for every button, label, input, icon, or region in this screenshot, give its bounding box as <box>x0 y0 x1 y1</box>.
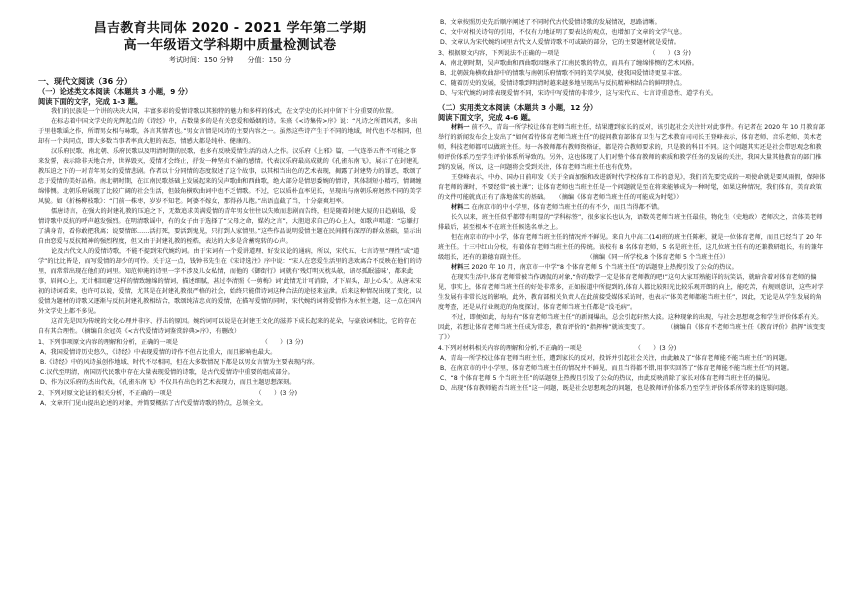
subsection-heading-1: （一）论述类文本阅读（本题共 3 小题，9 分） <box>38 87 193 96</box>
reading-instruction-1: 阅读下面的文字，完成 1-3 题。 <box>38 97 143 106</box>
material-3-para: 不过，即便如此，每每有“体育老师当班主任”的新闻爆出，总会引起轩然大波。这种现象的出现，与社会思想观念和学生评价体系有关。因此，若想让体育老师当班主任成为常态，教育评价的“指挥棒”就该变变了。 （摘编自《体育不老师当班主任《教育评价》指挥”该变变了》） <box>438 314 826 341</box>
left-column <box>38 76 422 409</box>
material-1 <box>438 123 826 173</box>
passage-paragraph: 我们的民族是一个讲的决决大国，丰富多彩的爱情诗歌以其独特的魅力和多样的体式，在文学史的长河中留下十分重要的位置。 <box>51 108 398 115</box>
exam-title-line2: 高一年级语文学科期中质量检测试卷 <box>123 38 337 53</box>
reading-instruction-2: 阅读下面文字，完成 4-6 题。 <box>438 113 536 122</box>
section-heading-1: 一、现代文阅读（36 分） <box>38 77 132 86</box>
question-3: 3、根据原文内容，下列说法不正确的一项是 （ ）(3 分) <box>438 50 691 57</box>
question-1: 1、下列事项原文内容的理解和分析，正确的一项是 （ ）(3 分) <box>38 339 304 346</box>
passage-paragraph: 儒唐诗言，在强大的封建礼教的压迫之下，无数追求美满爱情的青年男女往往以失败而悲剧而告终，但是随着封建大厦的日趋崩塌，爱情诗歌中反抗的呼声越发强烈。在明清歌谣中，有的女子由于选择了“父母之命，媒妁之言”，大胆追求自己的心上人，如歌声唱道：“忘嫌打了满身青，看你敢把我离；说要情郎……活打死，要活到鬼见，只打到人家情里。”这些作品说明爱情主题在民间拥有深厚的群众基础，显示出自由恋爱与反抗精神的强烈程度，但又由于封建礼教的桎梏，表达的大多是含蓄宛转的心声。 <box>38 208 422 245</box>
exam-header <box>38 20 422 66</box>
option-2c: C、文中对相关诗句的引用，不仅有力地证明了要表达的观点，也增加了文章的文学气息。 <box>440 29 686 36</box>
option-3d: D、与宋代婉约词常表现爱情不同，宋诗中写爱情的非常少，这与宋代五、七言诗重意性、道学有关。 <box>440 90 718 97</box>
material-2-para: 长久以来，班主任似乎都带有明显的“学科标签”，很多家长也认为，语数英老师当班主任最佳，物化生（史地政）老师次之，音体美老师排最后，甚至根本不在班主任候选名单之上。 <box>438 214 823 231</box>
option-4c: C、“8 个体育老师 5 个当班主任”的话题登上热搜且引发了公众的热议，由此反映消除了家长对体育老师当班主任的偏见。 <box>440 375 774 382</box>
passage-paragraph: 论及古代文人的爱情诗歌，不能不提到宋代婉约词。由于宋词有一个爱讲道理、好发议论的通病，所以，宋代五、七言诗里“理性”或“道学”的比比皆是，而写爱情的却少的可怜。关于这一点，钱钟书先生在《宋诗选注》序中说：“宋人在恋爱生活里的悲欢离合不反映在他们的诗里，而常常出现在他们的词里。知范仲淹的诗里一字不涉及儿女私情，而他的《御街行》词就有‘残灯明灭枕头欹，谙尽孤眠滋味’，都来此事，眉间心上，无计相回避’这样的情致缠绵的情词，描述细腻，甚过李清照《一剪梅》词‘此情无计可消除，才下眉头，却上心头’。从唐末宋初的诗词看来，也许可以说，爱情，尤其是在封建礼教很严格的社会，始终只能借诗词这种合法的途径来宣泄。后来这种情况出现了变化，以爱情为题材的诗歌又逐渐与反抗封建礼教相结合，歌颂纯洁忠贞的爱情，在描写爱情的同时，宋代婉约词将爱情作为永恒主题，这一点在国内外文学史上都不多见。 <box>38 248 422 315</box>
material-1-label: 材料一 <box>451 124 470 131</box>
material-3-text: 2020 年 10 月，南京市一中学“8 个体育老师 5 个当班主任”的话题登上热搜引发了公众的热议。 <box>471 264 738 271</box>
question-2: 2、下列对原文论证的相关分析，不正确的一项是 （ ）(3 分) <box>38 390 298 397</box>
option-1b: B.《诗经》中的风诗虽创作地域、时代不尽相同，但在大多数情况下都是以男女言情为主要表现内容。 <box>40 359 319 366</box>
material-3 <box>438 263 826 273</box>
material-2-para: 但在南京市的中小学，体育老师当班主任的情况并不鲜见。来自九中高二(14)班的班主任陈彬，就是一位体育老师，而且已经当了 20 年班主任。十三中红山分校，有着体育老师当班主任的传统。该校有 8 名体育老师，5 名是班主任，这几位班主任有的还兼教研组长，有的兼年级组长，还有的兼德育副主任。 （摘编《同一所学校,8 个体育老师 5 个当班主任》） <box>438 234 824 261</box>
material-3-label: 材料三 <box>451 264 470 271</box>
option-4b: B、在南京市的中小学里，体育老师当班主任的情况并不鲜见，而且当得都不错,用事实回答了“体育老师能不能当班主任”的问题。 <box>440 365 793 372</box>
material-2 <box>438 203 826 213</box>
exam-meta: 考试时间：150 分钟 分值：150 分 <box>168 56 292 64</box>
option-2b: B、文章按照历史先后顺序阐述了不同时代古代爱情诗歌的发展情况，思路清晰。 <box>440 19 661 26</box>
passage-paragraph: 这首先是因为传统的文化心理并非序、抒击的原因。婉约词可以说是在封建王文化的滋养下成长起来的花朵，与豪放词相比，它的存在自有其合理性。（摘编自余冠英《<古代爱情诗词鉴赏辞典>序》，有删改） <box>38 318 417 335</box>
material-3-para: 在现实生活中,体育老师常被当作调侃的对象,“你的数学一定是体育老师教的吧!”这句大家耳熟能详的玩笑话，就暗含着对体育老师的偏见，事实上，体育老师当班主任的好处非常多，正如报道中所提到的,体育人都比较阳光比较乐观开朗的向上，能吃苦，有规则意识，这些对学生发展有非常长远的影响，此外，教育部相关负责人在此前接受媒体采访时，也表示“体美老师都能当班主任”，因此，无论是从学生发展的角度考查，还是从行业规范的角度探讨，体育老师当班主任都是“没毛病”。 <box>438 274 824 311</box>
option-2a: A、文章开门见山提出论述的对象，并简要概括了古代爱情诗歌的特点，总领全文。 <box>40 400 267 407</box>
option-1c: C.汉代至明清，南国历代民歌中存在大量表现爱情的诗歌，是古代爱情诗中重要的组成部分。 <box>40 369 294 376</box>
option-1d: D、作为汉乐府的杰出代表，《孔雀东南飞》不仅具有出色的艺术表现力，而且主题思想深刻。 <box>40 379 296 386</box>
option-3b: B、北朝鼓角横吹曲辞中的情歌与南朝乐府情歌不同的美学风貌，使我国爱情诗更显丰富。 <box>440 70 686 77</box>
material-2-label: 材料二 <box>451 204 470 211</box>
option-1a: A、我国爱情诗历史悠久，《诗经》中表现爱情的诗作不但占比重大，而且影响也最大。 <box>40 349 277 356</box>
option-4d: D、出现“体育教师能否当班主任”这一问题，既是社会思想观念的问题，也是教师评价体系乃至学生评价体系所带来的连锁问题。 <box>440 385 792 392</box>
material-1-text: 前不久，青岛一所学校让体育老师当班主任，结果遭到家长的反对，该引起社会关注针对此事件。有记者在 2020 年 10 月教育部举行的新闻发布会上发出了“如何看待体育老师当班主任”的提问教育部体育卫生与艺术教育司司长王登峰表示，体育老师、音乐老师、美术老师，科技老师都可以做班主任。每一各教师都有教师资格证，都是符合教师要求的，只是教的科目不同。这个问题其实还是社会带思观念和教师评价体系乃至学生评价体系所导致的。另外，这也体现了人们对整个体育教师的素质和教学任务的发展的关注，我国大量其他教育的部门推到的发展，所以，这一问题将会受到关注，体育老师当班主任也有优势。 <box>438 124 825 171</box>
question-4: 4.下列对材料相关内容的理解和分析,不正确的一项是 （ ）(3 分) <box>438 345 677 352</box>
subsection-heading-2: （二）实用类文本阅读（本题共 3 小题，12 分） <box>438 103 598 112</box>
material-2-text: 在南京市的中小学里，体育老师当班主任的有不少，而且当得都不错。 <box>471 204 664 211</box>
option-2d: D、文章认为宋代婉约词里古代文人爱情诗歌不可或缺的部分，它的主要题材就是爱情。 <box>440 39 680 46</box>
option-3a: A、南北朝时期，吴声歌曲和西曲歌因继承了江南民歌的特点，而具有了缠绵悱恻的艺术风格。 <box>440 60 698 67</box>
option-4a: A、青岛一所学校让体育老师当班主任，遭到家长的反对，投诉并引起社会关注，由此触及了“体育老师能不能当班主任”的问题。 <box>440 355 791 362</box>
exam-title-line1: 昌吉教育共同体 2020 - 2021 学年第二学期 <box>93 21 367 36</box>
right-column <box>438 18 826 394</box>
passage-paragraph: 在标志着中国文学史的光辉起点的《诗经》中，占数量多的是有关恋爱和婚姻的诗。朱熹《<诗集传>序》说：“凡诗之所谓风者，多出于里巷歌谣之作，所谓男女相与咏歌，各言其情者也。”男女言情是风诗的主要内容之一。虽然这些诗产生于不同的地域，时代也不尽相同，但却有一个共同点，即大多数当事者率真大胆的表态，情感大都是纯朴、健康的。 <box>38 118 422 145</box>
option-3c: C、随着历史的发展，爱情诗歌到明清时越来越多地呈现出与反抗精神相结合的鲜明特点。 <box>440 80 686 87</box>
passage-paragraph: 汉乐府民歌、南北朝、乐府民歌以及明清时期的民歌，也多有反映爱情生活的动人之作。汉乐府《上邪》篇，一气连举五件不可能之事来发誓，表示除非天地合并，世界毁灭，爱情才会终止，抒发一种坚贞不渝的感情。代表汉乐府最高成就的《孔雀东南飞》，展示了在封建礼教压迫之下的一对青年男女的爱情悲剧。作者以十分同情的态度叙述了这个故事，以其相当出色的艺术表现，揭露了封建势力的罪恶，歌颂了忠于爱情的美好品格。南北朝时期，在江南民歌基础上发展起来的吴声歌曲和西曲歌，绝大部分是情思委婉的情诗，其体制短小精巧，情调缠绵悱恻。北朝乐府展现了比较广阔的社会生活，但鼓角横吹曲词中也不乏情歌。不过，它以质朴直率见长，呈现出与南朝乐府迥然不同的美学风貌。如《折杨柳枝歌》：“门前一株枣，岁岁不知老。阿婆不嫁女，那得孙儿抱。”出语直截了当，十分豪爽坦率。 <box>38 148 422 205</box>
material-1-continued: 王登峰表示，中办、国办日前印发《关于全面加强和改进新时代学校体育工作的意见》，我们首先要完成的一项使命就是要风雨假，保障体育老师的课时，不要经常“被主课”；让体育老师也当班主任是一个问题就是至在将来能够成为一种时髦，如果这种情况，我们体育，美育政策的文件可能就真正有了落地落实的基础。 （摘编《体育老师当班主任的可能成为时髦》） <box>438 174 826 201</box>
